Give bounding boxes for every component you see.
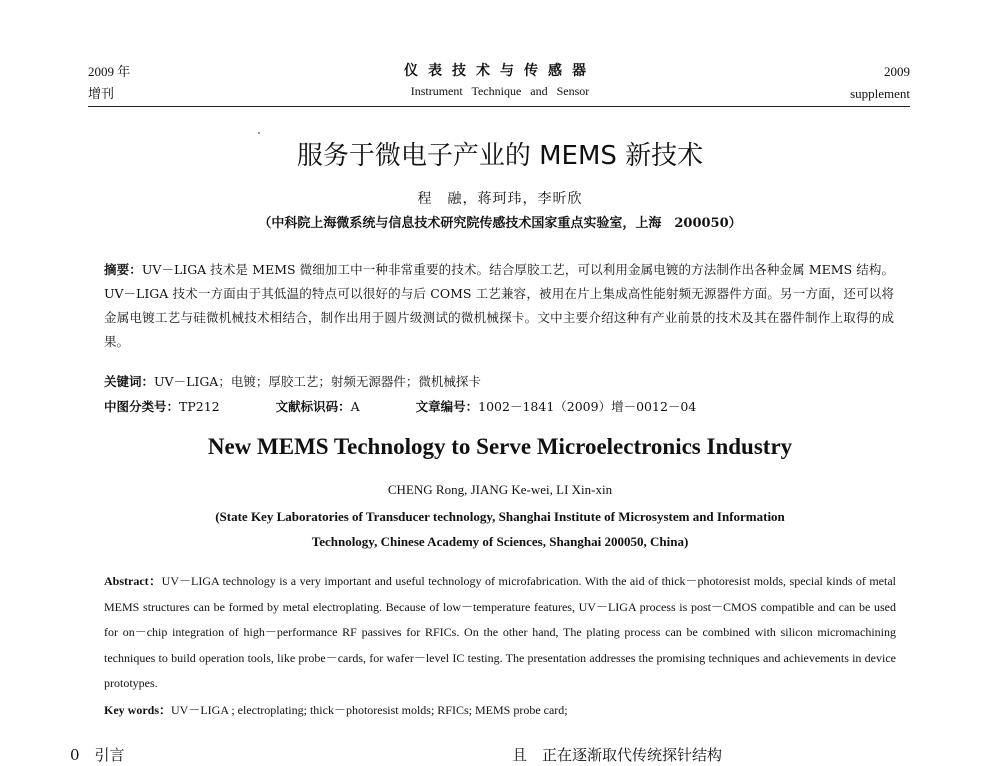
affiliation-cn: （中科院上海微系统与信息技术研究院传感技术国家重点实验室，上海 200050） (258, 216, 742, 231)
header-year-en: 2009 (884, 64, 910, 79)
keywords-cn (104, 371, 894, 393)
keywords-en (104, 699, 896, 721)
paper-title-cn: 服务于微电子产业的 MEMS 新技术 (296, 141, 704, 171)
authors-en: CHENG Rong, JIANG Ke-wei, LI Xin-xin (387, 482, 613, 497)
header-rule (88, 106, 910, 107)
article-no-label: 文章编号： (415, 399, 479, 414)
doc-code-value: A (350, 399, 360, 414)
section-heading-introduction: 0 引言 (70, 746, 125, 764)
affiliation-en-line1: (State Key Laboratories of Transducer technology, Shanghai Institute of Microsystem and Information (215, 509, 785, 524)
keywords-en-text: UV－LIGA ; electroplating; thick－photoresist molds; RFICs; MEMS probe card; (171, 703, 568, 717)
scan-speck (258, 132, 260, 134)
doc-code-cell (276, 399, 360, 414)
clc-label: 中图分类号： (104, 399, 180, 414)
abstract-en (104, 569, 896, 697)
paper-title-en: New MEMS Technology to Serve Microelectronics Industry (207, 434, 793, 459)
abstract-cn (104, 258, 894, 354)
keywords-en-label: Key words： (104, 703, 171, 717)
abstract-cn-text: UV－LIGA 技术是 MEMS 微细加工中一种非常重要的技术。结合厚胶工艺，可以利用金属电镀的方法制作出各种金属 MEMS 结构。UV－LIGA 技术一方面由于其低温的特点可以很好的与后 COMS 工艺兼容，被用在片上集成高性能射频无源器件方面。另一方面，还可以将金属电镀工艺与硅微机械技术相结合，制作出用于圆片级测试的微机械探卡。文中主要介绍这种有产业前景的技术及其在器件制作上取得的成果。 (104, 262, 894, 349)
classification-row (104, 396, 894, 418)
article-no-value: 1002－1841（2009）增－0012－04 (478, 399, 697, 414)
header-issue-en: supplement (850, 86, 910, 101)
header-year-cn: 2009 年 (88, 64, 131, 79)
abstract-en-text: UV－LIGA technology is a very important and useful technology of microfabrication. With the aid of thick－photoresist molds, special kinds of metal MEMS structures can be formed by metal electroplating. Because of low－temperature features, UV－LIGA process is post－CMOS compatible and can be used for on－chip integration of high－performance RF passives for RFICs. On the other hand, The plating process can be combined with silicon micromachining techniques to build operation tools, like probe－cards, for wafer－level IC testing. The presentation addresses the promising techniques and achievements in device prototypes. (104, 574, 896, 690)
affiliation-en-line2: Technology, Chinese Academy of Sciences, Shanghai 200050, China) (311, 534, 689, 549)
header-right (850, 61, 910, 105)
abstract-en-label: Abstract： (104, 574, 162, 588)
journal-title-en: Instrument Technique and Sensor (410, 84, 590, 98)
header-issue-cn: 增刊 (88, 86, 115, 101)
journal-title-cn: 仪表技术与传感器 (404, 63, 596, 79)
doc-code-label: 文献标识码： (275, 399, 351, 414)
abstract-cn-label: 摘要： (104, 262, 142, 277)
article-no-cell (416, 399, 697, 414)
authors-cn: 程 融，蒋珂玮，李昕欣 (417, 191, 583, 207)
keywords-cn-text: UV－LIGA；电镀；厚胶工艺；射频无源器件；微机械探卡 (154, 374, 481, 389)
keywords-cn-label: 关键词： (104, 374, 155, 389)
body-text-right-partial: 且 正在逐渐取代传统探针结构 (512, 746, 723, 764)
clc-cell (104, 399, 220, 414)
clc-value: TP212 (179, 399, 220, 414)
